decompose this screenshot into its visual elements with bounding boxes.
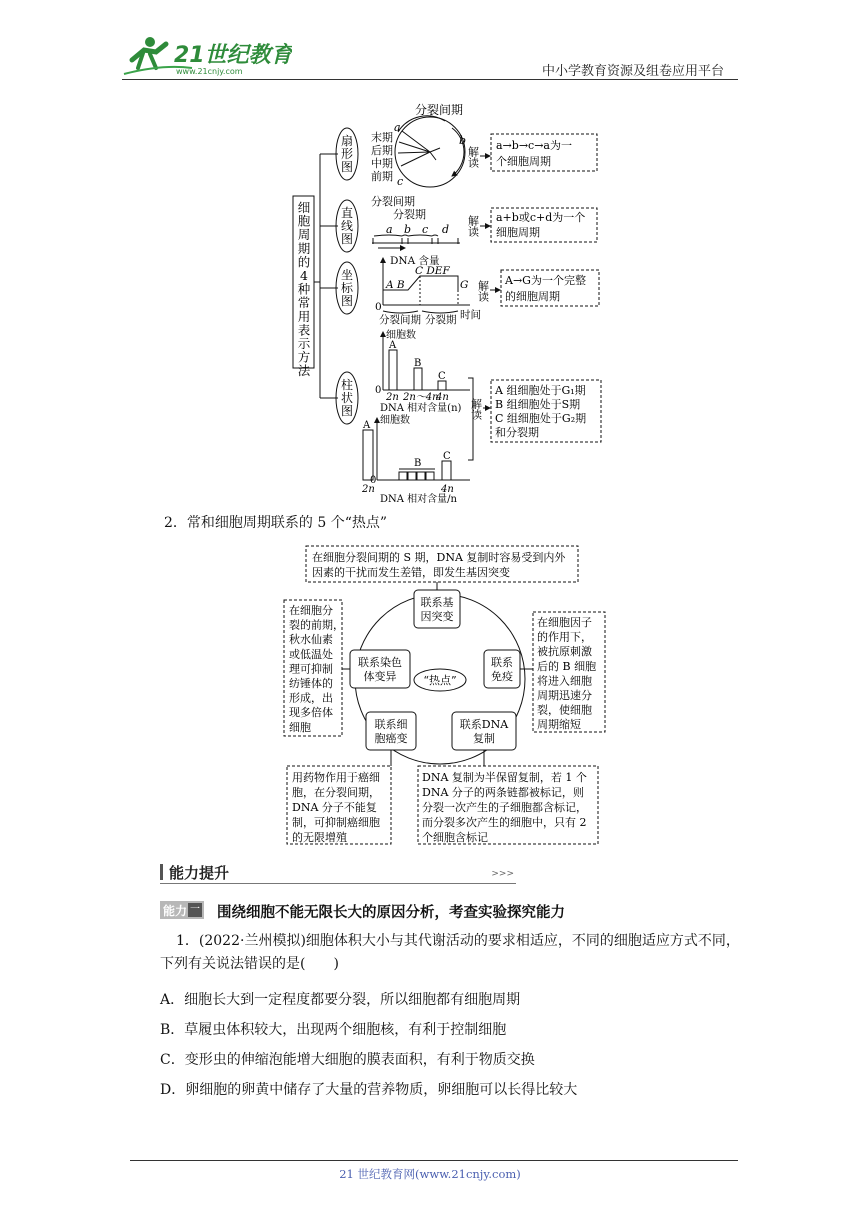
node-label-chr: 联系染色 (358, 656, 402, 669)
method-char: 直 (340, 206, 354, 220)
svg-text:A: A (363, 420, 371, 431)
svg-text:末期: 末期 (371, 131, 393, 144)
question-stem: 1．(2022·兰州模拟)细胞体积大小与其代谢活动的要求相适应，不同的细胞适应方式不同，下列有关说法错误的是( ) (160, 933, 740, 972)
svg-text:2n～4n: 2n～4n (403, 392, 439, 403)
svg-text:c: c (422, 223, 429, 236)
note-left-line: 现多倍体 (289, 706, 333, 720)
node-label-imm: 免疫 (491, 670, 513, 683)
root-char: 示 (297, 336, 311, 351)
ability-tag-number: 一 (190, 904, 200, 915)
svg-text:A B: A B (386, 279, 405, 291)
logo-text: 21世纪教育 (174, 43, 292, 68)
svg-text:C: C (443, 451, 451, 462)
svg-text:G: G (460, 279, 469, 291)
method-char: 状 (340, 391, 354, 405)
ability-underline (160, 883, 516, 884)
method-char: 柱 (340, 378, 354, 392)
svg-text:细胞数: 细胞数 (386, 330, 416, 341)
root-char: 4 (300, 268, 308, 283)
ability-tag-label: 能力 (163, 904, 188, 918)
option-a: A．细胞长大到一定程度都要分裂，所以细胞都有细胞周期 (160, 992, 521, 1008)
note-top-line: 在细胞分裂间期的 S 期，DNA 复制时容易受到内外 (312, 551, 566, 564)
note-left-line: 纺锤体的 (289, 677, 333, 690)
root-char: 种 (297, 281, 311, 297)
node-label-dna: 复制 (473, 732, 495, 745)
node-label-can: 联系细 (374, 718, 408, 731)
svg-text:0: 0 (370, 475, 377, 486)
option-b: B．草履虫体积较大，出现两个细胞核，有利于控制细胞 (160, 1022, 507, 1038)
note-right-line: 被抗原刺激 (537, 645, 592, 659)
note-br-line: DNA 复制为半保留复制，若 1 个 (422, 771, 587, 784)
read-label-1: 解读 (466, 146, 480, 168)
svg-text:B 组细胞处于S期: B 组细胞处于S期 (495, 398, 581, 411)
svg-text:0: 0 (375, 301, 382, 313)
footer-text: 21 世纪教育网(www.21cnjy.com) (339, 1167, 521, 1181)
svg-text:a: a (394, 121, 401, 134)
svg-text:2n: 2n (362, 484, 375, 495)
root-char: 表 (297, 322, 311, 338)
svg-text:b: b (459, 134, 467, 147)
read-label-3: 解读 (476, 280, 490, 302)
method-char: 图 (340, 232, 354, 246)
option-d: D．卵细胞的卵黄中储存了大量的营养物质，卵细胞可以长得比较大 (160, 1082, 578, 1098)
node-label-dna: 联系DNA (459, 718, 509, 731)
method-char: 标 (340, 281, 354, 295)
node-label-mut: 联系基 (420, 596, 454, 609)
note-left-line: 裂的前期， (289, 618, 344, 632)
footer-divider (130, 1160, 738, 1161)
note-br-line: 分裂一次产生的子细胞都含标记， (422, 801, 587, 814)
svg-text:C DEF: C DEF (415, 265, 450, 277)
method-char: 线 (340, 219, 354, 233)
logo-url: www.21cnjy.com (176, 67, 243, 76)
fan-interphase: 分裂间期 (415, 103, 464, 117)
note-top-line: 因素的干扰而发生差错，即发生基因突变 (312, 566, 510, 579)
note-bl-line: 胞，在分裂间期， (292, 786, 380, 799)
svg-text:4n: 4n (436, 392, 449, 403)
note-right-line: 的作用下， (537, 630, 592, 644)
interp-text: a→b→c→a为一 (496, 139, 572, 152)
svg-text:分裂期: 分裂期 (393, 208, 426, 221)
svg-text:中期: 中期 (371, 157, 393, 170)
note-left-line: 秋水仙素 (289, 633, 333, 647)
svg-text:DNA 含量: DNA 含量 (390, 255, 440, 267)
note-left-line: 理可抑制 (289, 662, 333, 676)
ability-section-header (160, 862, 516, 886)
method-char: 扇 (340, 134, 354, 148)
svg-text:分裂期: 分裂期 (425, 314, 457, 326)
root-char: 胞 (297, 213, 311, 229)
svg-text:C 组细胞处于G₂期: C 组细胞处于G₂期 (495, 412, 587, 425)
interp-text: 细胞周期 (496, 226, 540, 239)
note-bl-line: 的无限增殖 (292, 831, 347, 844)
note-br-line: 而分裂多次产生的细胞中，只有 2 (422, 816, 587, 829)
svg-text:时间: 时间 (460, 309, 481, 321)
method-char: 坐 (340, 268, 354, 282)
note-right-line: 周期缩短 (537, 718, 581, 732)
interp-text: 的细胞周期 (505, 290, 560, 303)
ability-tag (160, 901, 204, 919)
root-char: 法 (297, 363, 311, 379)
read-label-4: 解读 (469, 398, 483, 420)
ability-tag-title: 围绕细胞不能无限长大的原因分析，考查实验探究能力 (217, 905, 565, 921)
section-bar (160, 864, 163, 880)
method-char: 图 (340, 160, 354, 174)
note-bl-line: 制，可抑制癌细胞 (292, 816, 380, 829)
interp-text: 个细胞周期 (496, 155, 551, 168)
note-bl-line: DNA 分子不能复 (292, 801, 377, 814)
root-char: 用 (297, 308, 311, 324)
note-right-line: 后的 B 细胞 (537, 659, 597, 673)
svg-text:后期: 后期 (371, 144, 393, 157)
note-right-line: 裂，使细胞 (537, 703, 592, 717)
svg-text:分裂间期: 分裂间期 (371, 195, 415, 208)
ability-title: 能力提升 (169, 864, 230, 882)
read-label-2: 解读 (466, 215, 480, 237)
svg-text:0: 0 (375, 385, 382, 396)
note-bl-line: 用药物作用于癌细 (292, 771, 380, 784)
root-char: 期 (297, 240, 311, 256)
svg-text:和分裂期: 和分裂期 (495, 426, 539, 439)
root-char: 方 (297, 349, 311, 365)
svg-text:2n: 2n (386, 392, 399, 403)
note-right-line: 周期迅速分 (537, 689, 592, 702)
note-br-line: 个细胞含标记 (422, 831, 488, 844)
svg-text:B: B (414, 458, 422, 469)
chevrons-icon: >>> (491, 869, 514, 879)
svg-text:A 组细胞处于G₁期: A 组细胞处于G₁期 (495, 384, 586, 397)
node-label-chr: 体变异 (363, 670, 397, 683)
svg-text:4n: 4n (441, 484, 454, 495)
option-c: C．变形虫的伸缩泡能增大细胞的膜表面积，有利于物质交换 (160, 1052, 535, 1068)
root-char: 的 (297, 254, 311, 270)
method-char: 形 (340, 147, 354, 161)
interp-text: a+b或c+d为一个 (496, 211, 586, 224)
node-label-imm: 联系 (491, 656, 513, 669)
svg-text:c: c (397, 175, 404, 188)
note-left-line: 形成，出 (289, 691, 333, 705)
root-char: 常 (297, 295, 311, 311)
svg-text:d: d (442, 223, 450, 236)
svg-text:C: C (438, 371, 446, 382)
svg-text:分裂间期: 分裂间期 (379, 314, 421, 326)
node-label-mut: 因突变 (420, 610, 454, 623)
interp-text: A→G为一个完整 (505, 274, 586, 287)
root-char: 周 (297, 227, 311, 243)
platform-name: 中小学教育资源及组卷应用平台 (541, 64, 724, 79)
svg-text:b: b (404, 223, 412, 236)
root-char: 细 (297, 200, 311, 215)
svg-text:DNA 相对含量(n): DNA 相对含量(n) (380, 403, 462, 414)
note-right-line: 在细胞因子 (537, 616, 592, 629)
svg-text:细胞数: 细胞数 (380, 415, 410, 426)
svg-text:DNA 相对含量/n: DNA 相对含量/n (380, 494, 457, 505)
node-label-can: 胞癌变 (374, 732, 408, 745)
note-left-line: 或低温处 (289, 647, 333, 661)
method-char: 图 (340, 294, 354, 308)
svg-text:A: A (389, 340, 397, 351)
note-br-line: DNA 分子的两条链都被标记，则 (422, 786, 584, 799)
note-left-line: 细胞 (289, 720, 311, 734)
svg-text:前期: 前期 (371, 170, 393, 183)
svg-text:B: B (414, 358, 422, 369)
svg-text:a: a (386, 223, 393, 236)
center-label: “热点” (423, 674, 457, 687)
section-2-title: 2．常和细胞周期联系的 5 个“热点” (164, 515, 388, 531)
note-right-line: 将进入细胞 (537, 674, 592, 688)
method-char: 图 (340, 404, 354, 418)
note-left-line: 在细胞分 (289, 604, 333, 617)
